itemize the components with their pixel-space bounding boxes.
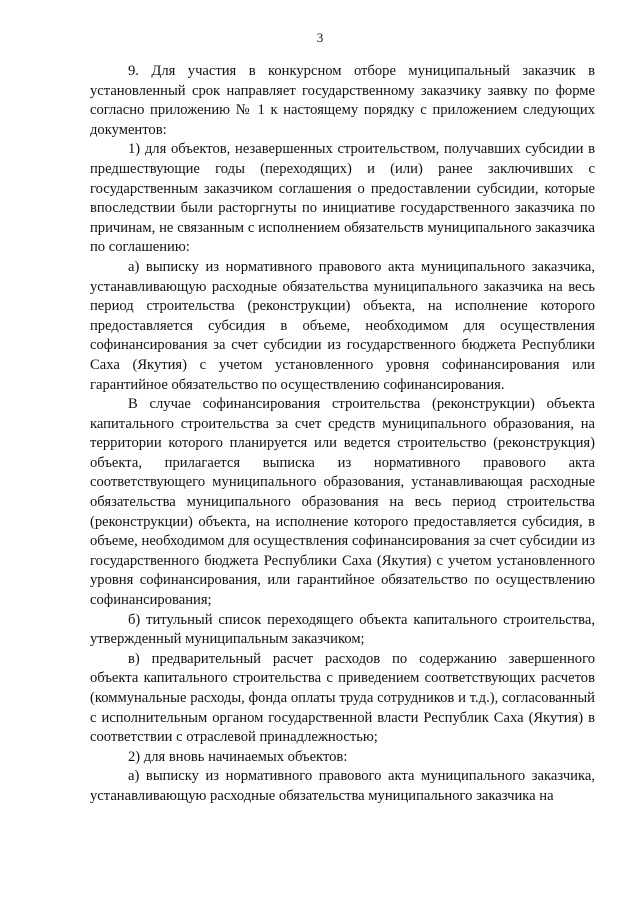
paragraph-cofinancing: В случае софинансирования строительства (реконструкции) объекта капитального строительства за счет средств муниципального образования, на территории которого планируется или ведется строительство (реконструкция) объекта, прилагается выписка из нормативного правового акта соответствующего муниципального образования, устанавливающая расходные обязательства муниципального образования на весь период строительства (реконструкции) объекта, на исполнение которого предоставляется субсидия, в объеме, необходимом для осуществления софинансирования за счет субсидии из государственного бюджета Республики Саха (Якутия) с учетом установленного уровня софинансирования, или гарантийное обязательство по осуществлению софинансирования;	[90, 396, 595, 609]
document-body	[90, 62, 595, 807]
paragraph-subitem-2: 2) для вновь начинаемых объектов:	[128, 748, 348, 765]
paragraph-subitem-1a: а) выписку из нормативного правового акта муниципального заказчика, устанавливающую расходные обязательства муниципального заказчика на весь период строительства (реконструкции) объекта, на исполнение которого предоставляется субсидия в объеме, необходимом для осуществления софинансирования за счет субсидии из государственного бюджета Республики Саха (Якутия) с учетом установленного уровня софинансирования или гарантийное обязательство по осуществлению софинансирования.	[90, 258, 595, 393]
paragraph-subitem-1b: б) титульный список переходящего объекта капитального строительства, утвержденный муниципальным заказчиком;	[90, 611, 595, 648]
paragraph-subitem-1: 1) для объектов, незавершенных строительством, получавших субсидии в предшествующие годы (переходящих) и (или) ранее заключивших с государственным заказчиком соглашения о предоставлении субсидии, которые впоследствии были расторгнуты по инициативе государственного заказчика по причинам, не связанным с исполнением обязательств муниципального заказчика по соглашению:	[90, 141, 595, 256]
paragraph-subitem-1v: в) предварительный расчет расходов по содержанию завершенного объекта капитального строительства с приведением соответствующих расчетов (коммунальные расходы, фонда оплаты труда сотрудников и т.д.), согласованный с исполнительным органом государственной власти Республик Саха (Якутия) в соответствии с отраслевой принадлежностью;	[90, 650, 595, 746]
paragraph-item-9: 9. Для участия в конкурсном отборе муниципальный заказчик в установленный срок направляет государственному заказчику заявку по форме согласно приложению № 1 к настоящему порядку с приложением следующих документов:	[90, 63, 595, 138]
paragraph-subitem-2a: а) выписку из нормативного правового акта муниципального заказчика, устанавливающую расходные обязательства муниципального заказчика на	[90, 768, 595, 804]
page-number: 3	[316, 30, 324, 45]
